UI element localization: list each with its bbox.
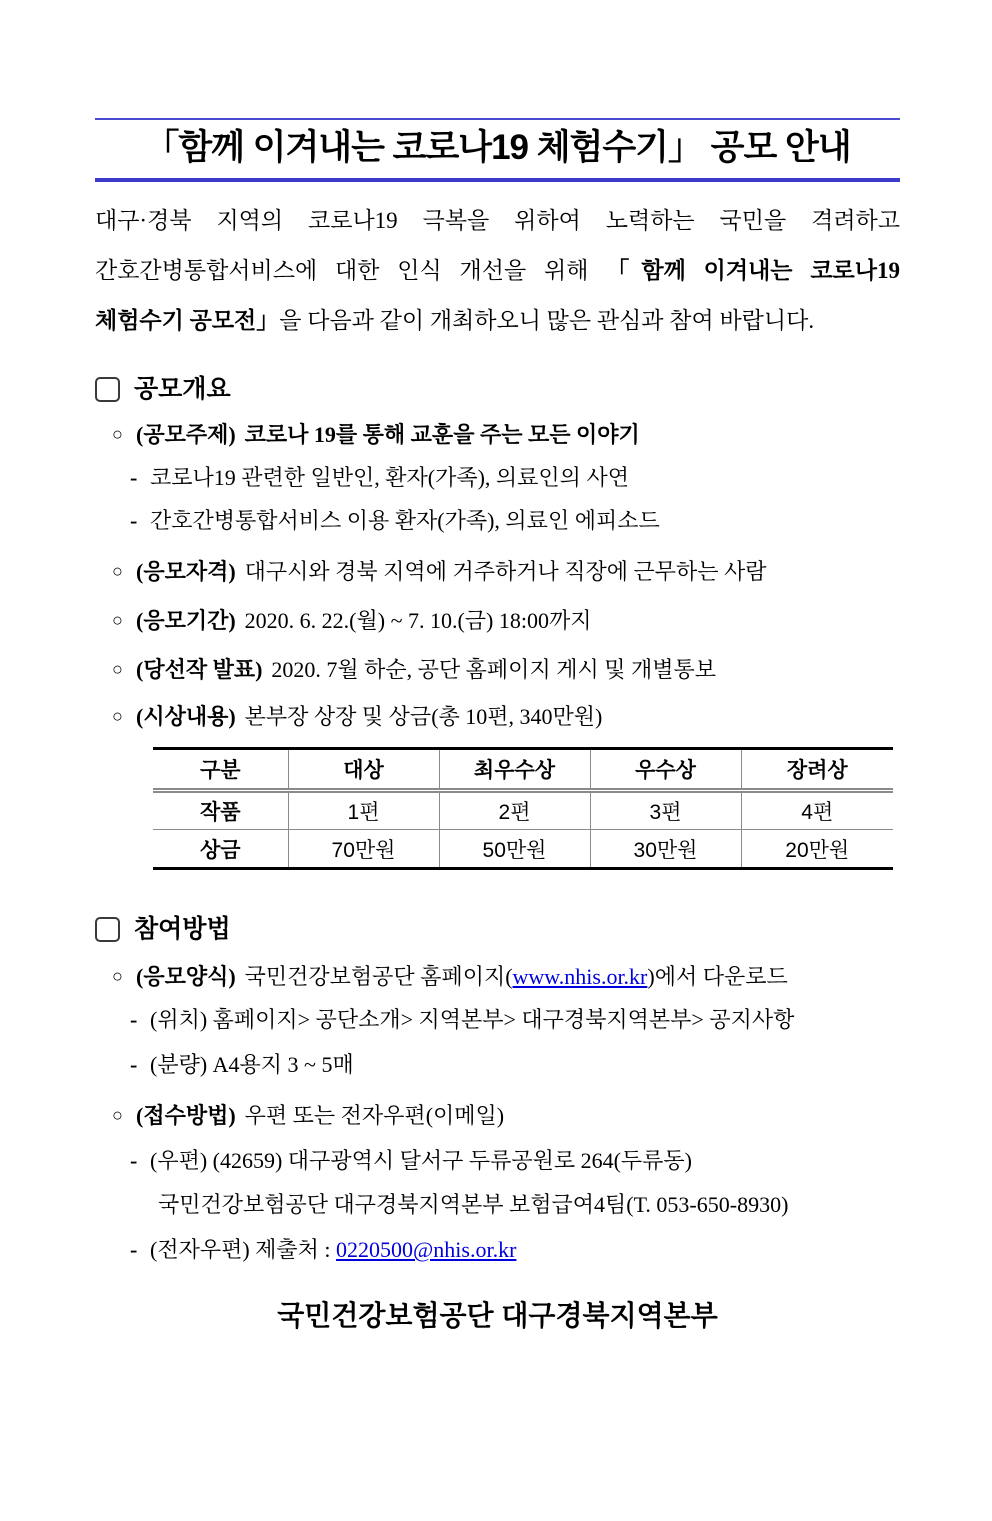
item-mail-text xyxy=(150,1146,788,1219)
item-announcement-label: (당선작 발표) xyxy=(136,657,263,682)
item-period xyxy=(95,606,900,635)
intro-paragraph xyxy=(95,196,900,346)
item-announcement xyxy=(95,655,900,684)
item-theme-sub2-text: 간호간병통합서비스 이용 환자(가족), 의료인 에피소드 xyxy=(150,508,660,533)
item-email xyxy=(95,1235,900,1264)
item-theme-sub2 xyxy=(95,506,900,535)
item-theme xyxy=(95,420,900,449)
table-row-label: 상금 xyxy=(153,830,288,869)
square-checkbox-icon xyxy=(95,917,120,942)
intro-line-3 xyxy=(95,296,900,346)
item-method-text xyxy=(136,1101,504,1130)
intro-line-3-text: 을 다음과 같이 개최하오니 많은 관심과 참여 바랍니다. xyxy=(279,308,815,333)
item-form xyxy=(95,962,900,991)
circle-bullet-icon: ○ xyxy=(112,659,123,679)
item-prizes-label: (시상내용) xyxy=(136,704,236,729)
item-theme-sub1-text: 코로나19 관련한 일반인, 환자(가족), 의료인의 사연 xyxy=(150,465,629,490)
intro-line-2-bold: 「함께 이겨내는 코로나19 xyxy=(606,258,900,283)
table-cell: 70만원 xyxy=(288,830,439,869)
square-checkbox-icon xyxy=(95,377,120,402)
homepage-link[interactable]: www.nhis.or.kr xyxy=(512,964,648,989)
item-form-post: )에서 다운로드 xyxy=(647,964,788,989)
item-method xyxy=(95,1101,900,1130)
section-participation-title: 참여방법 xyxy=(134,915,231,943)
title-bottom-rule xyxy=(95,178,900,182)
item-form-label: (응모양식) xyxy=(136,964,236,989)
item-eligibility-text xyxy=(136,557,766,586)
table-cell: 1편 xyxy=(288,791,439,830)
item-prizes-text xyxy=(136,702,602,731)
table-cell: 30만원 xyxy=(590,830,741,869)
item-method-value: 우편 또는 전자우편(이메일) xyxy=(244,1103,505,1128)
item-period-value: 2020. 6. 22.(월) ~ 7. 10.(금) 18:00까지 xyxy=(244,608,592,633)
page-title: 「함께 이겨내는 코로나19 체험수기」 공모 안내 xyxy=(144,128,851,167)
section-overview-title: 공모개요 xyxy=(134,375,231,403)
item-announcement-text xyxy=(136,655,716,684)
circle-bullet-icon: ○ xyxy=(112,966,123,986)
circle-bullet-icon: ○ xyxy=(112,610,123,630)
item-email-pre: (전자우편) 제출처 : xyxy=(150,1237,337,1262)
table-row xyxy=(153,791,893,830)
table-header-cell: 장려상 xyxy=(741,749,893,791)
table-header-cell: 최우수상 xyxy=(439,749,590,791)
item-eligibility xyxy=(95,557,900,586)
item-period-label: (응모기간) xyxy=(136,608,236,633)
item-location xyxy=(95,1005,900,1034)
item-theme-text xyxy=(136,420,640,449)
dash-bullet-icon: - xyxy=(130,1148,138,1173)
document-page xyxy=(0,118,992,1521)
item-eligibility-label: (응모자격) xyxy=(136,559,236,584)
dash-bullet-icon: - xyxy=(130,508,138,533)
table-cell: 50만원 xyxy=(439,830,590,869)
table-header-cell: 구분 xyxy=(153,749,288,791)
footer-organization: 국민건강보험공단 대구경북지역본부 xyxy=(277,1300,718,1331)
table-cell: 20만원 xyxy=(785,838,850,862)
item-theme-sub1 xyxy=(95,463,900,492)
item-mail-line1: (우편) (42659) 대구광역시 달서구 두류공원로 264(두류동) xyxy=(150,1148,692,1173)
item-prizes-value: 본부장 상장 및 상금(총 10편, 340만원) xyxy=(244,704,603,729)
item-period-text xyxy=(136,606,592,635)
table-row-label: 작품 xyxy=(153,791,288,830)
item-form-pre: 국민건강보험공단 홈페이지( xyxy=(244,964,513,989)
circle-bullet-icon: ○ xyxy=(112,1105,123,1125)
circle-bullet-icon: ○ xyxy=(112,706,123,726)
section-overview-heading xyxy=(95,374,900,404)
table-row xyxy=(153,830,893,869)
item-theme-value: 코로나 19를 통해 교훈을 주는 모든 이야기 xyxy=(244,422,640,447)
table-cell: 2편 xyxy=(439,791,590,830)
table-cell: 4편 xyxy=(741,791,893,830)
circle-bullet-icon: ○ xyxy=(112,561,123,581)
item-method-label: (접수방법) xyxy=(136,1103,236,1128)
dash-bullet-icon: - xyxy=(130,465,138,490)
prize-table xyxy=(153,747,893,870)
table-header-cell: 우수상 xyxy=(590,749,741,791)
intro-line-2 xyxy=(95,246,900,296)
item-mail xyxy=(95,1146,900,1219)
title-top-rule xyxy=(95,118,900,120)
item-form-text xyxy=(136,962,788,991)
circle-bullet-icon: ○ xyxy=(112,424,123,444)
item-theme-label: (공모주제) xyxy=(136,422,236,447)
table-header-row xyxy=(153,749,893,791)
item-volume-text: (분량) A4용지 3 ~ 5매 xyxy=(150,1052,354,1077)
dash-bullet-icon: - xyxy=(130,1052,138,1077)
email-link[interactable]: 0220500@nhis.or.kr xyxy=(336,1237,517,1262)
intro-line-3-bold: 체험수기 공모전」 xyxy=(95,308,280,333)
item-prizes xyxy=(95,702,900,731)
section-participation-heading xyxy=(95,914,900,944)
item-email-text xyxy=(150,1235,516,1264)
table-header-cell: 대상 xyxy=(288,749,439,791)
dash-bullet-icon: - xyxy=(130,1237,138,1262)
intro-line-2-text: 간호간병통합서비스에 대한 인식 개선을 위해 xyxy=(95,258,607,283)
intro-line-1: 대구·경북 지역의 코로나19 극복을 위하여 노력하는 국민을 격려하고 xyxy=(95,208,900,233)
table-cell: 3편 xyxy=(590,791,741,830)
item-announcement-value: 2020. 7월 하순, 공단 홈페이지 게시 및 개별통보 xyxy=(271,657,716,682)
item-eligibility-value: 대구시와 경북 지역에 거주하거나 직장에 근무하는 사람 xyxy=(244,559,767,584)
item-location-text: (위치) 홈페이지> 공단소개> 지역본부> 대구경북지역본부> 공지사항 xyxy=(150,1007,795,1032)
item-volume xyxy=(95,1050,900,1079)
item-mail-line2: 국민건강보험공단 대구경북지역본부 보험급여4팀(T. 053-650-8930) xyxy=(158,1192,789,1217)
dash-bullet-icon: - xyxy=(130,1007,138,1032)
